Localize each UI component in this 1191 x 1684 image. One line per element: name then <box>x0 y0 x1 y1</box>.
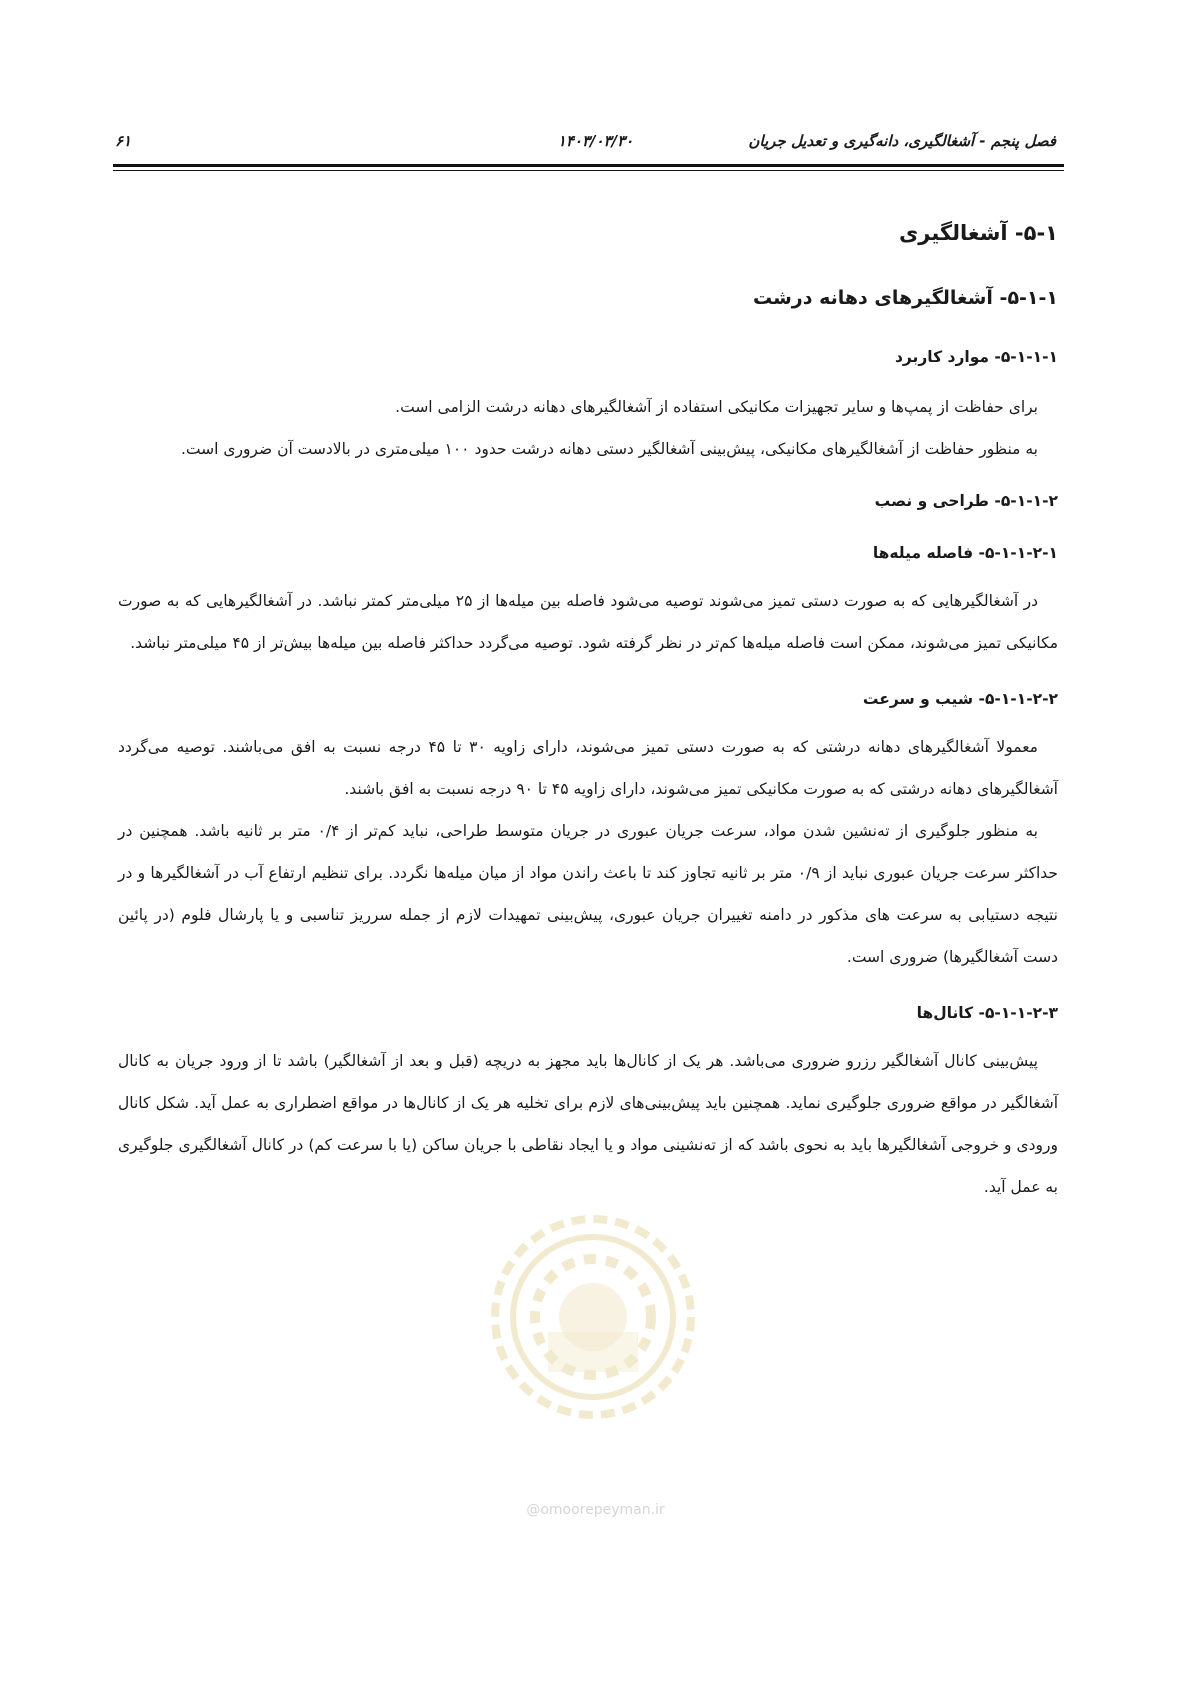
page-number: ۶۱ <box>115 132 132 150</box>
paragraph: برای حفاظت از پمپ‌ها و سایر تجهیزات مکانیکی استفاده از آشغالگیرهای دهانه درشت الزامی است. <box>395 398 1038 416</box>
header-rule-thick <box>113 164 1064 167</box>
subsubsection-heading: ۵-۱-۱-۲-۱- فاصله میله‌ها <box>872 544 1058 562</box>
subsubsection-heading: ۵-۱-۱-۱- موارد کاربرد <box>894 348 1058 366</box>
paragraph: در آشغالگیرهایی که به صورت دستی تمیز می‌شوند توصیه می‌شود فاصله بین میله‌ها از ۲۵ میلی‌متر کمتر نباشد. در آشغالگیرهایی که به صورت مکانیکی تمیز می‌شوند، ممکن است فاصله میله‌ها کم‌تر در نظر گرفته شود. توصیه می‌گردد حداکثر فاصله بین میله‌ها بیش‌تر از ۴۵ میلی‌متر نباشد. <box>118 592 1058 652</box>
subsubsection-heading: ۵-۱-۱-۲-۲- شیب و سرعت <box>862 690 1058 708</box>
paragraph: معمولا آشغالگیرهای دهانه درشتی که به صورت دستی تمیز می‌شوند، دارای زاویه ۳۰ تا ۴۵ درجه نسبت به افق می‌باشند. توصیه می‌گردد آشغالگیرهای دهانه درشتی که به صورت مکانیکی تمیز می‌شوند، دارای زاویه ۴۵ تا ۹۰ درجه نسبت به افق باشند. <box>118 738 1058 798</box>
section-heading: ۵-۱- آشغالگیری <box>899 221 1058 245</box>
paragraph: به منظور جلوگیری از ته‌نشین شدن مواد، سرعت جریان عبوری در جریان متوسط طراحی، نباید کم‌تر از ۰/۴ متر بر ثانیه باشد. همچنین در حداکثر سرعت جریان عبوری نباید از ۰/۹ متر بر ثانیه تجاوز کند تا باعث راندن مواد از میان میله‌ها نگردد. برای تنظیم ارتفاع آب در آشغالگیرها و در نتیجه دستیابی به سرعت های مذکور در دامنه تغییران جریان عبوری، پیش‌بینی تمهیدات لازم از جمله سرریز تناسبی و یا پارشال فلوم (در پائین دست آشغالگیرها) ضروری است. <box>118 822 1058 966</box>
watermark-text: @omoorepeyman.ir <box>526 1502 665 1518</box>
subsubsection-heading: ۵-۱-۱-۲- طراحی و نصب <box>874 492 1058 510</box>
paragraph: به منظور حفاظت از آشغالگیرهای مکانیکی، پیش‌بینی آشغالگیر دستی دهانه درشت حدود ۱۰۰ میلی‌متری در بالادست آن ضروری است. <box>180 440 1038 458</box>
page-body <box>118 210 1058 1208</box>
running-header-date: ۱۴۰۳/۰۳/۳۰ <box>557 132 634 150</box>
subsubsection-heading: ۵-۱-۱-۲-۳- کانال‌ها <box>916 1004 1058 1022</box>
running-header-title: فصل پنجم - آشغالگیری، دانه‌گیری و تعدیل جریان <box>748 132 1056 150</box>
subsection-heading: ۵-۱-۱- آشغالگیرهای دهانه درشت <box>752 287 1058 309</box>
paragraph: پیش‌بینی کانال آشغالگیر رزرو ضروری می‌باشد. هر یک از کانال‌ها باید مجهز به دریچه (قبل و بعد از آشغالگیر) باشد تا از ورود جریان به کانال آشغالگیر در مواقع ضروری جلوگیری نماید. همچنین باید پیش‌بینی‌های لازم برای تخلیه هر یک از کانال‌ها در مواقع اضطراری به عمل آید. شکل کانال ورودی و خروجی آشغالگیرها باید به نحوی باشد که از ته‌نشینی مواد و یا ایجاد نقاطی با جریان ساکن (یا با سرعت کم) در کانال آشغالگیری جلوگیری به عمل آید. <box>118 1052 1058 1196</box>
gear-emblem-icon <box>488 1212 698 1422</box>
header-rule-thin <box>113 170 1064 171</box>
